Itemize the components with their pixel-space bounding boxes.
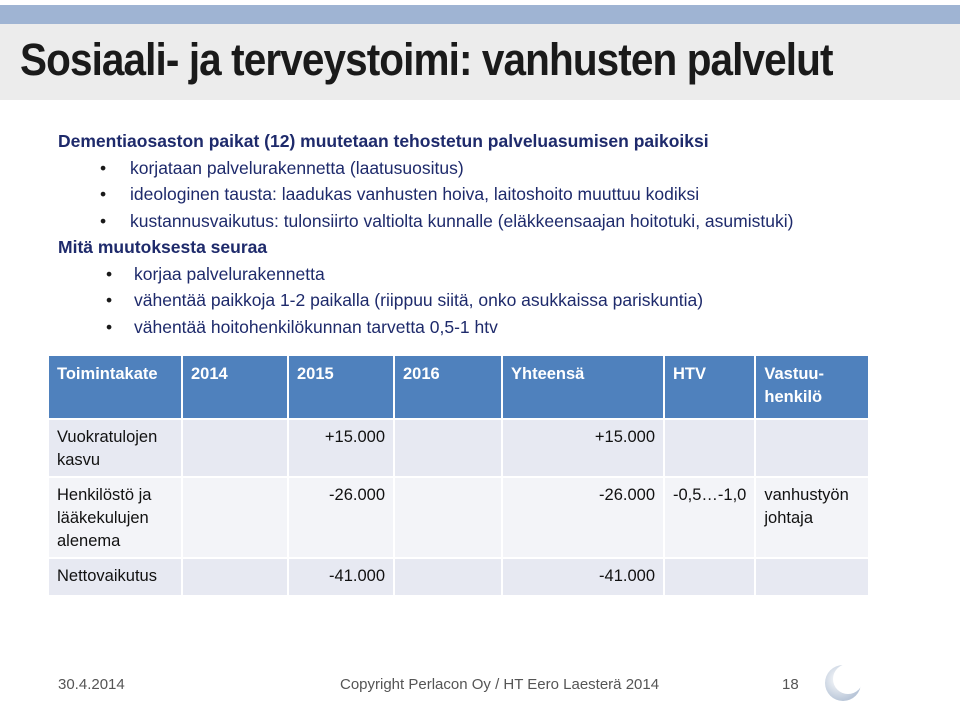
table-cell: -26.000 bbox=[503, 478, 663, 557]
footer-date: 30.4.2014 bbox=[58, 676, 125, 693]
bullet-item: • korjaa palvelurakennetta bbox=[58, 261, 938, 288]
table-cell bbox=[395, 420, 501, 476]
header-cell: Toimintakate bbox=[49, 356, 181, 418]
bullet-item: • vähentää paikkoja 1-2 paikalla (riippuu siitä, onko asukkaissa pariskuntia) bbox=[58, 287, 938, 314]
header-cell: 2014 bbox=[183, 356, 287, 418]
table-cell bbox=[756, 559, 868, 595]
table-cell bbox=[395, 478, 501, 557]
page-number: 18 bbox=[782, 676, 799, 693]
table-cell: Henkilöstö ja lääkekulujen alenema bbox=[49, 478, 181, 557]
header-cell: 2015 bbox=[289, 356, 393, 418]
bullet-item: • ideologinen tausta: laadukas vanhusten hoiva, laitoshoito muuttuu kodiksi bbox=[58, 181, 938, 208]
crescent-logo-icon bbox=[822, 662, 864, 704]
section-heading-2: Mitä muutoksesta seuraa bbox=[58, 237, 268, 257]
table-cell: Vuokratulojen kasvu bbox=[49, 420, 181, 476]
footer-copyright: Copyright Perlacon Oy / HT Eero Laesterä 2014 bbox=[340, 676, 660, 693]
table-cell bbox=[183, 420, 287, 476]
table-row bbox=[49, 559, 868, 595]
slide-title: Sosiaali- ja terveystoimi: vanhusten palvelut bbox=[20, 34, 833, 85]
table-cell: vanhustyön johtaja bbox=[756, 478, 868, 557]
table-cell: +15.000 bbox=[503, 420, 663, 476]
table-cell: -41.000 bbox=[289, 559, 393, 595]
table-cell: +15.000 bbox=[289, 420, 393, 476]
table-cell bbox=[183, 478, 287, 557]
header-cell: HTV bbox=[665, 356, 754, 418]
table-cell bbox=[665, 559, 754, 595]
section-heading-1: Dementiaosaston paikat (12) muutetaan tehostetun palveluasumisen paikoiksi bbox=[58, 131, 709, 151]
header-cell: 2016 bbox=[395, 356, 501, 418]
table-cell: -0,5…-1,0 bbox=[665, 478, 754, 557]
top-stripe bbox=[0, 0, 960, 24]
table-cell bbox=[756, 420, 868, 476]
bullet-item: • kustannusvaikutus: tulonsiirto valtiolta kunnalle (eläkkeensaajan hoitotuki, asumistuki) bbox=[58, 208, 938, 235]
slide-content bbox=[58, 128, 938, 340]
header-cell: Vastuu- henkilö bbox=[756, 356, 868, 418]
table-cell bbox=[395, 559, 501, 595]
table-cell: Nettovaikutus bbox=[49, 559, 181, 595]
bullet-item: • korjataan palvelurakennetta (laatusuositus) bbox=[58, 155, 938, 182]
budget-table bbox=[47, 354, 870, 597]
table-row bbox=[49, 420, 868, 476]
table-cell: -26.000 bbox=[289, 478, 393, 557]
table-cell bbox=[665, 420, 754, 476]
bullet-item: • vähentää hoitohenkilökunnan tarvetta 0,5-1 htv bbox=[58, 314, 938, 341]
header-cell: Yhteensä bbox=[503, 356, 663, 418]
table-row bbox=[49, 478, 868, 557]
table-cell: -41.000 bbox=[503, 559, 663, 595]
table-cell bbox=[183, 559, 287, 595]
table-header-row bbox=[49, 356, 868, 418]
